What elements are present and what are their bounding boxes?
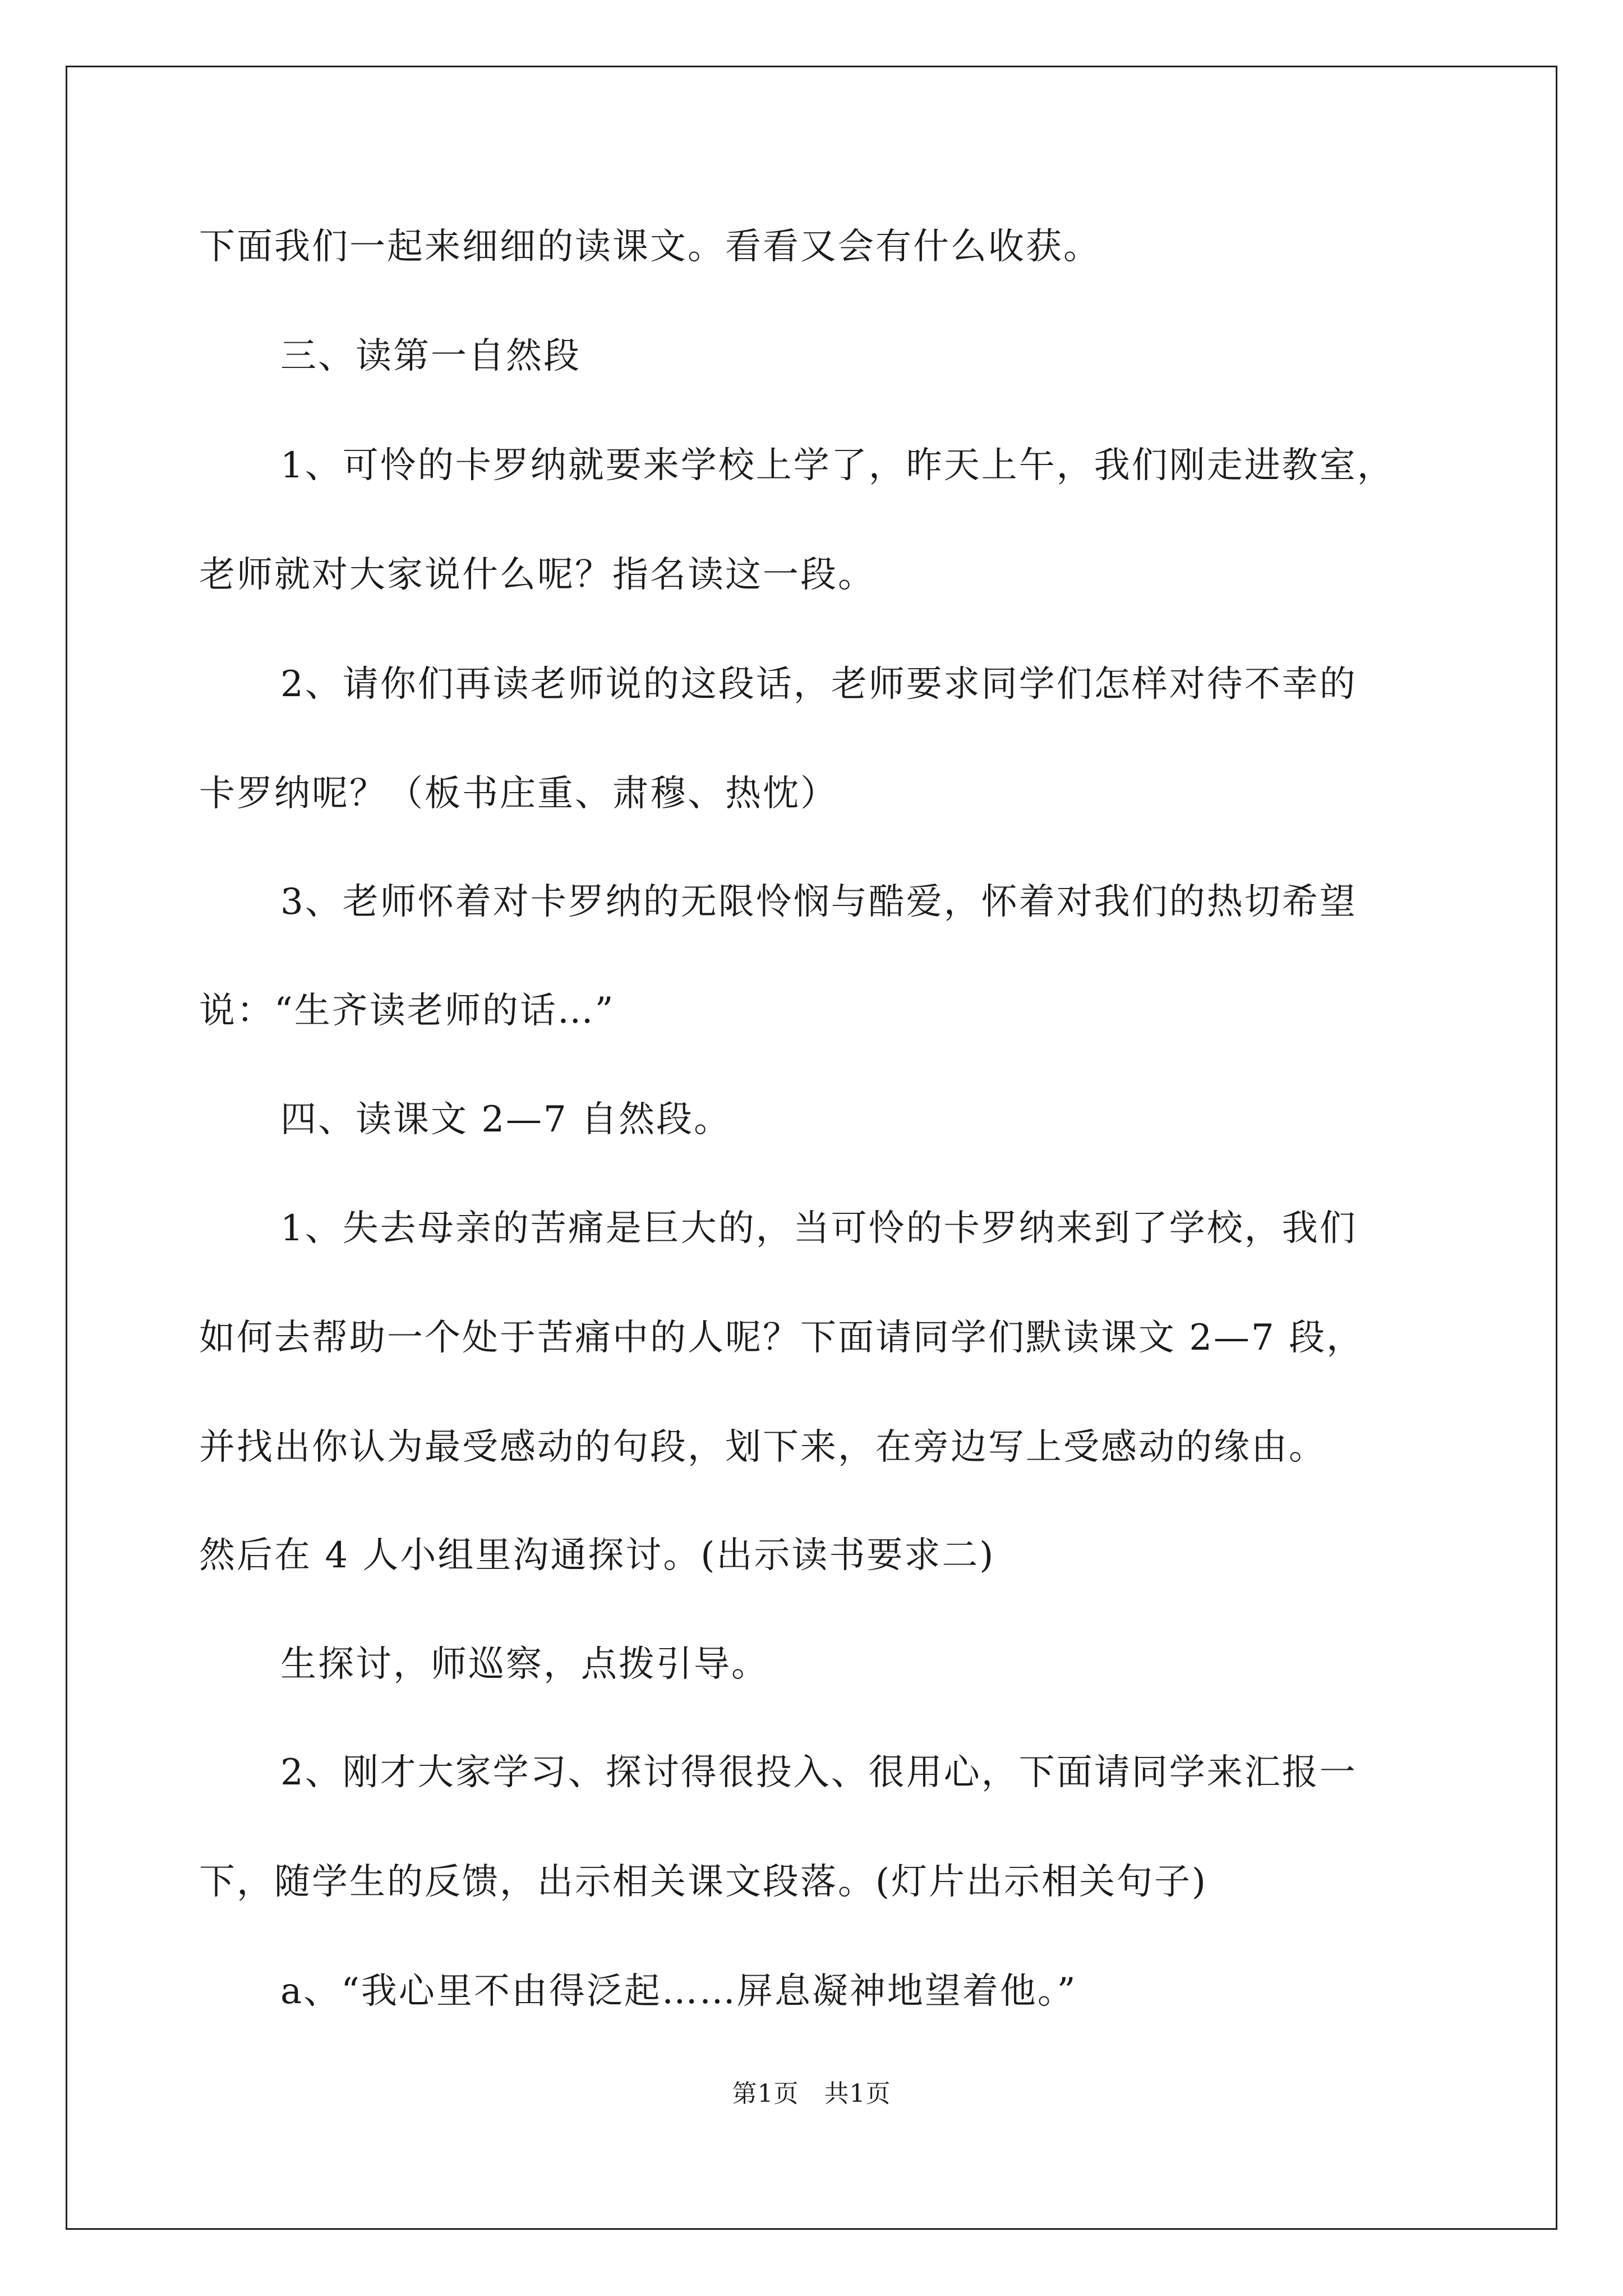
text-line: 然后在 4 人小组里沟通探讨。(出示读书要求二) (199, 1535, 995, 1576)
page-number-footer: 第1页 共1页 (732, 2079, 891, 2108)
section-heading: 四、读课文 2—7 自然段。 (280, 1099, 732, 1140)
text-line: 2、请你们再读老师说的这段话，老师要求同学们怎样对待不幸的 (280, 664, 1357, 705)
text-line: 生探讨，师巡察，点拨引导。 (280, 1644, 769, 1685)
text-line: 下，随学生的反馈，出示相关课文段落。(灯片出示相关句子) (199, 1861, 1207, 1903)
text-line: 说：“生齐读老师的话…” (199, 990, 615, 1032)
text-line: 并找出你认为最受感动的句段，划下来，在旁边写上受感动的缘由。 (199, 1427, 1326, 1468)
text-line: 下面我们一起来细细的读课文。看看又会有什么收获。 (199, 226, 1101, 268)
text-line: 卡罗纳呢？（板书庄重、肃穆、热忱） (199, 773, 838, 815)
section-heading: 三、读第一自然段 (280, 335, 581, 377)
text-line: a、“我心里不由得泛起……屏息凝神地望着他。” (280, 1971, 1077, 2012)
text-line: 3、老师怀着对卡罗纳的无限怜悯与酷爱，怀着对我们的热切希望 (280, 881, 1357, 923)
text-line: 如何去帮助一个处于苦痛中的人呢？下面请同学们默读课文 2—7 段， (199, 1317, 1364, 1359)
text-line: 1、可怜的卡罗纳就要来学校上学了，昨天上午，我们刚走进教室， (280, 445, 1395, 486)
page-border (66, 66, 1557, 2230)
text-line: 2、刚才大家学习、探讨得很投入、很用心，下面请同学来汇报一 (280, 1752, 1357, 1793)
text-line: 1、失去母亲的苦痛是巨大的，当可怜的卡罗纳来到了学校，我们 (280, 1208, 1357, 1249)
text-line: 老师就对大家说什么呢？指名读这一段。 (199, 554, 875, 596)
